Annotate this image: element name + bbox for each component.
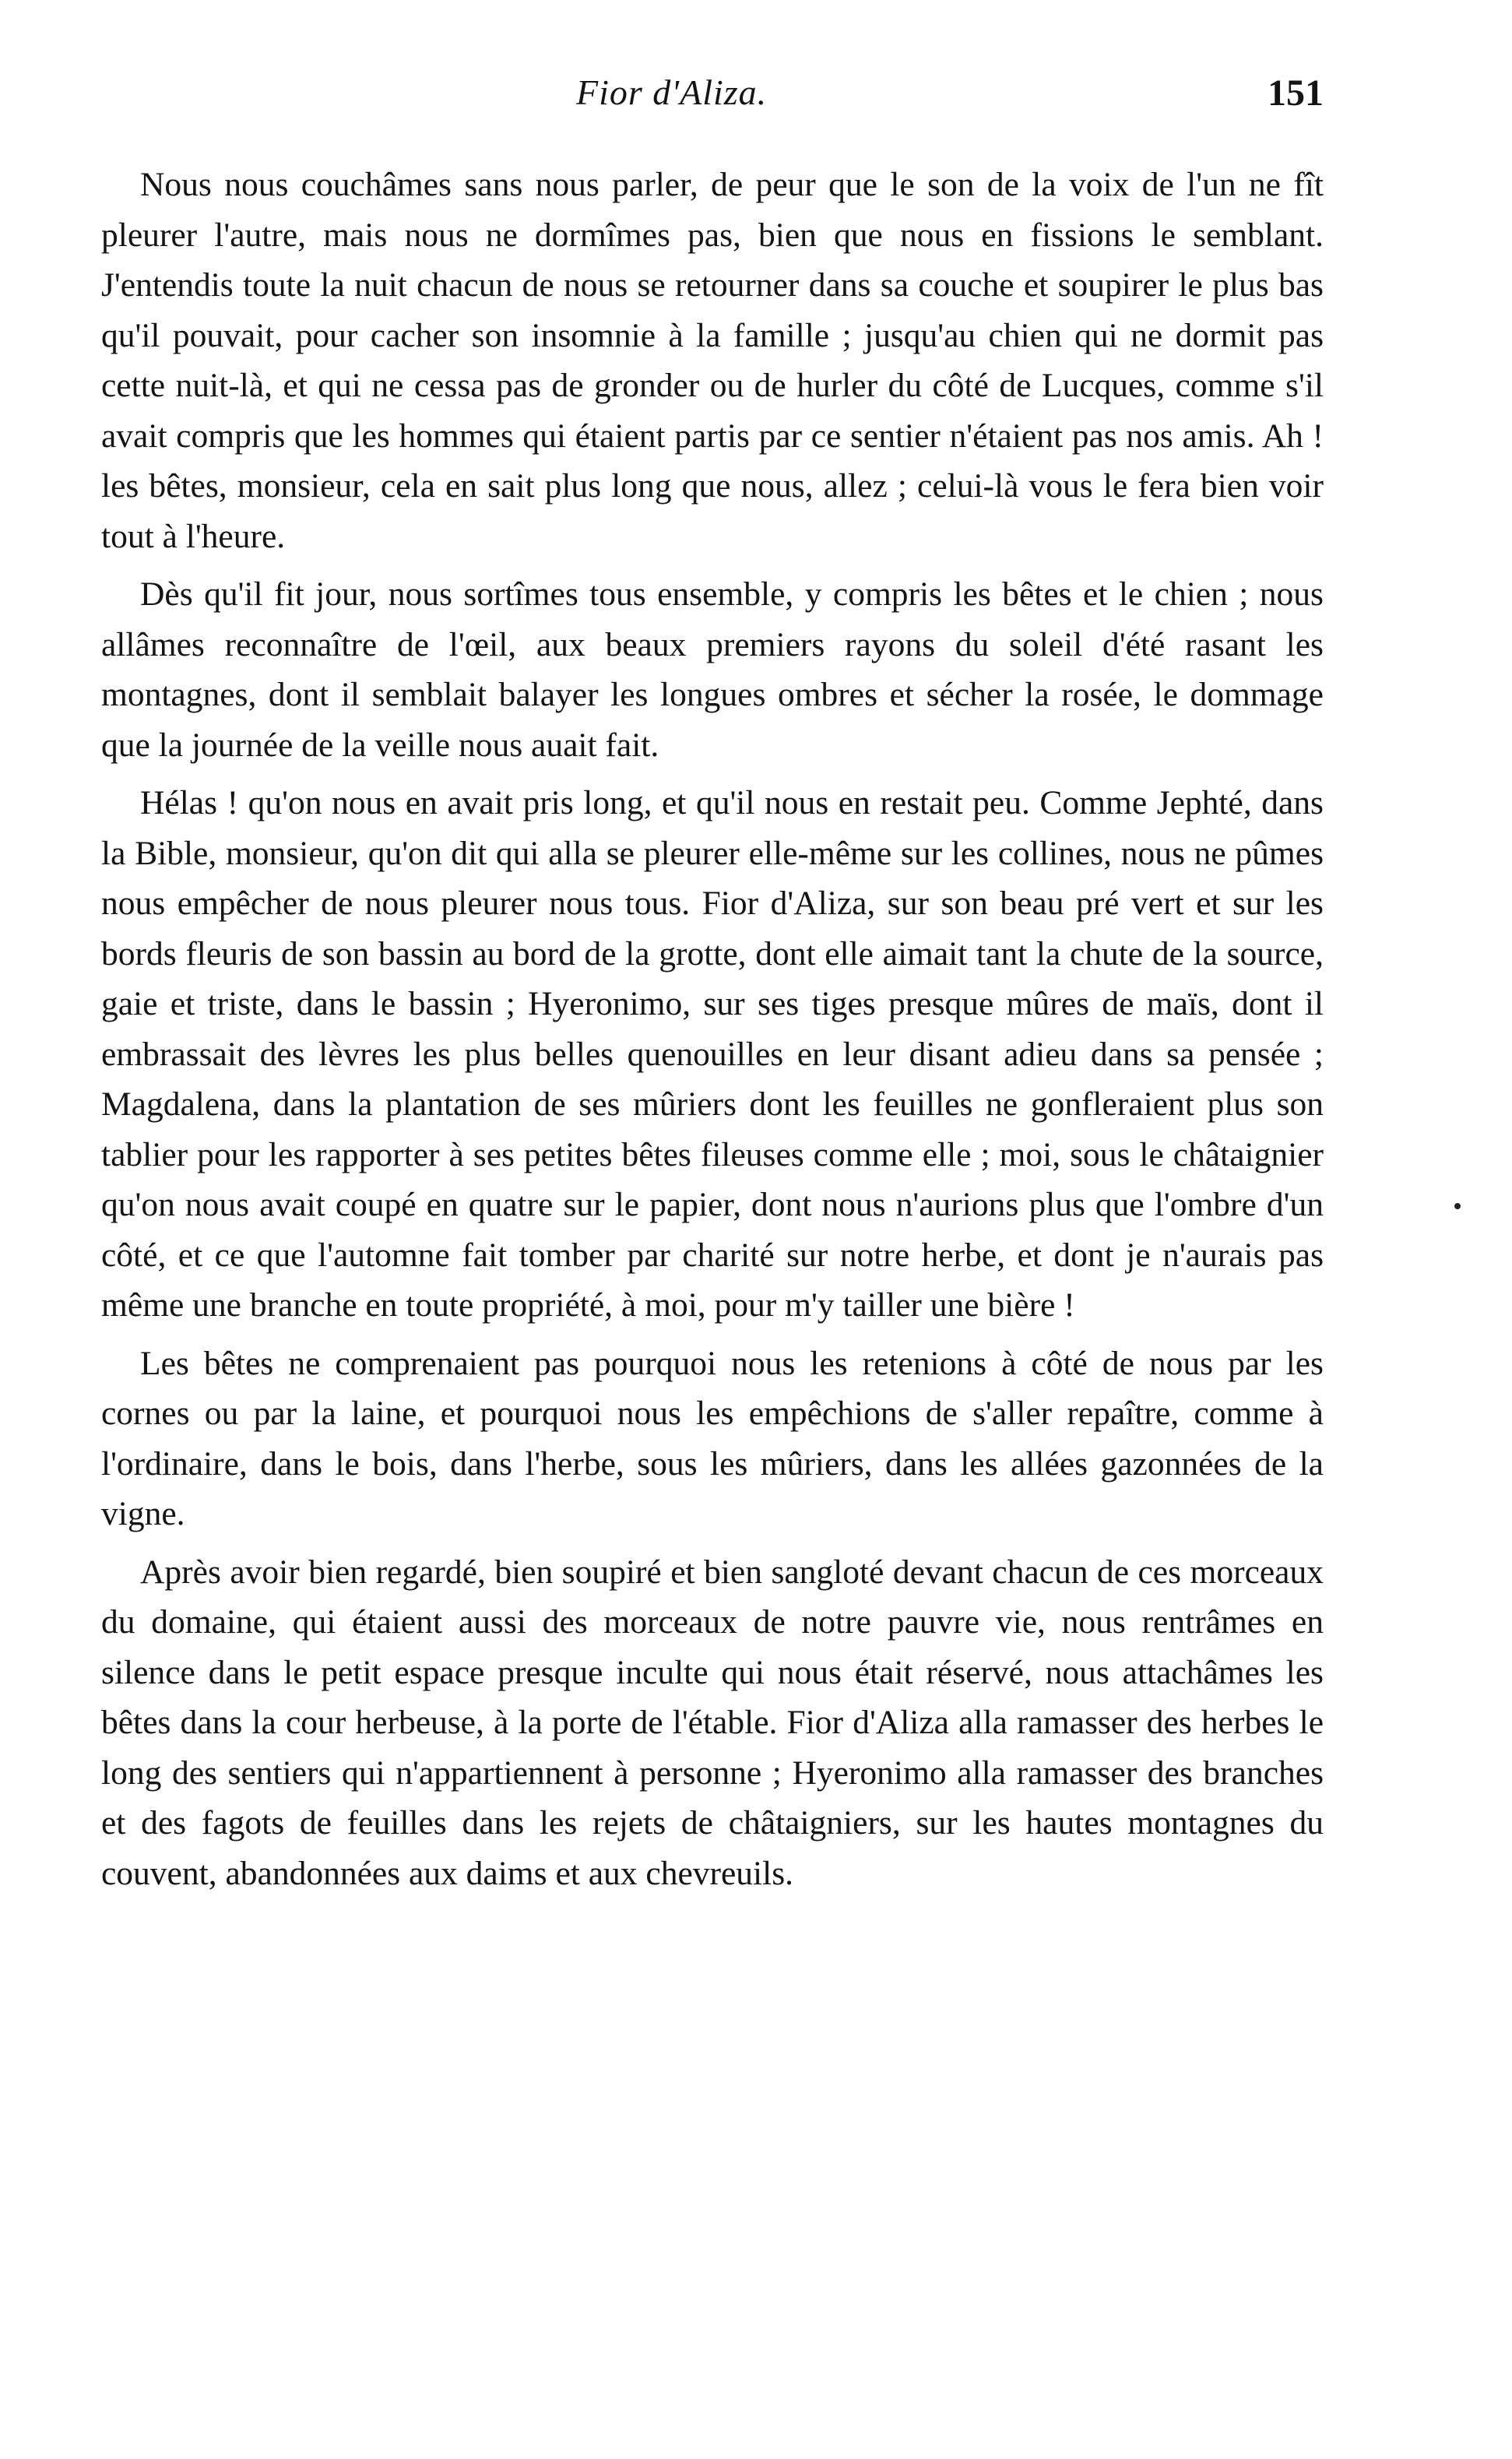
margin-mark <box>1454 1203 1461 1209</box>
paragraph-2: Dès qu'il fit jour, nous sortîmes tous ensemble, y compris les bêtes et le chien ; nous allâmes reconnaître de l'œil, aux beaux premiers rayons du soleil d'été rasant les montagnes, dont il semblait balayer les longues ombres et sécher la rosée, le dommage que la journée de la veille nous auait fait. <box>101 575 1324 764</box>
running-title: Fior d'Aliza. <box>576 72 768 112</box>
paragraph-4: Les bêtes ne comprenaient pas pourquoi nous les retenions à côté de nous par les cornes ou par la laine, et pourquoi nous les empêchions de s'aller repaître, comme à l'ordinaire, dans le bois, dans l'herbe, sous les mûriers, dans les allées gazonnées de la vigne. <box>101 1344 1324 1532</box>
body-text <box>101 160 1324 1906</box>
paragraph-5: Après avoir bien regardé, bien soupiré et bien sangloté devant chacun de ces morceaux du domaine, qui étaient aussi des morceaux de notre pauvre vie, nous rentrâmes en silence dans le petit espace presque inculte qui nous était réservé, nous attachâmes les bêtes dans la cour herbeuse, à la porte de l'étable. Fior d'Aliza alla ramasser des herbes le long des sentiers qui n'appartiennent à personne ; Hyeronimo alla ramasser des branches et des fagots de feuilles dans les rejets de châtaigniers, sur les hautes montagnes du couvent, abandonnées aux daims et aux chevreuils. <box>101 1553 1324 1892</box>
page-number: 151 <box>1268 72 1324 114</box>
paragraph-3: Hélas ! qu'on nous en avait pris long, et qu'il nous en restait peu. Comme Jephté, dans la Bible, monsieur, qu'on dit qui alla se pleurer elle-même sur les collines, nous ne pûmes nous empêcher de nous pleurer nous tous. Fior d'Aliza, sur son beau pré vert et sur les bords fleuris de son bassin au bord de la grotte, dont elle aimait tant la chute de la source, gaie et triste, dans le bassin ; Hyeronimo, sur ses tiges presque mûres de maïs, dont il embrassait des lèvres les plus belles quenouilles en leur disant adieu dans sa pensée ; Magdalena, dans la plantation de ses mûriers dont les feuilles ne gonfleraient plus son tablier pour les rapporter à ses petites bêtes fileuses comme elle ; moi, sous le châtaignier qu'on nous avait coupé en quatre sur le papier, dont nous n'aurions plus que l'ombre d'un côté, et ce que l'automne fait tomber par charité sur notre herbe, et dont je n'aurais pas même une branche en toute propriété, à moi, pour m'y tailler une bière ! <box>101 784 1324 1324</box>
running-head <box>101 72 1324 126</box>
paragraph-1: Nous nous couchâmes sans nous parler, de peur que le son de la voix de l'un ne fît pleurer l'autre, mais nous ne dormîmes pas, bien que nous en fissions le semblant. J'entendis toute la nuit chacun de nous se retourner dans sa couche et soupirer le plus bas qu'il pouvait, pour cacher son insomnie à la famille ; jusqu'au chien qui ne dormit pas cette nuit-là, et qui ne cessa pas de gronder ou de hurler du côté de Lucques, comme s'il avait compris que les hommes qui étaient partis par ce sentier n'étaient pas nos amis. Ah ! les bêtes, monsieur, cela en sait plus long que nous, allez ; celui-là vous le fera bien voir tout à l'heure. <box>101 166 1324 555</box>
